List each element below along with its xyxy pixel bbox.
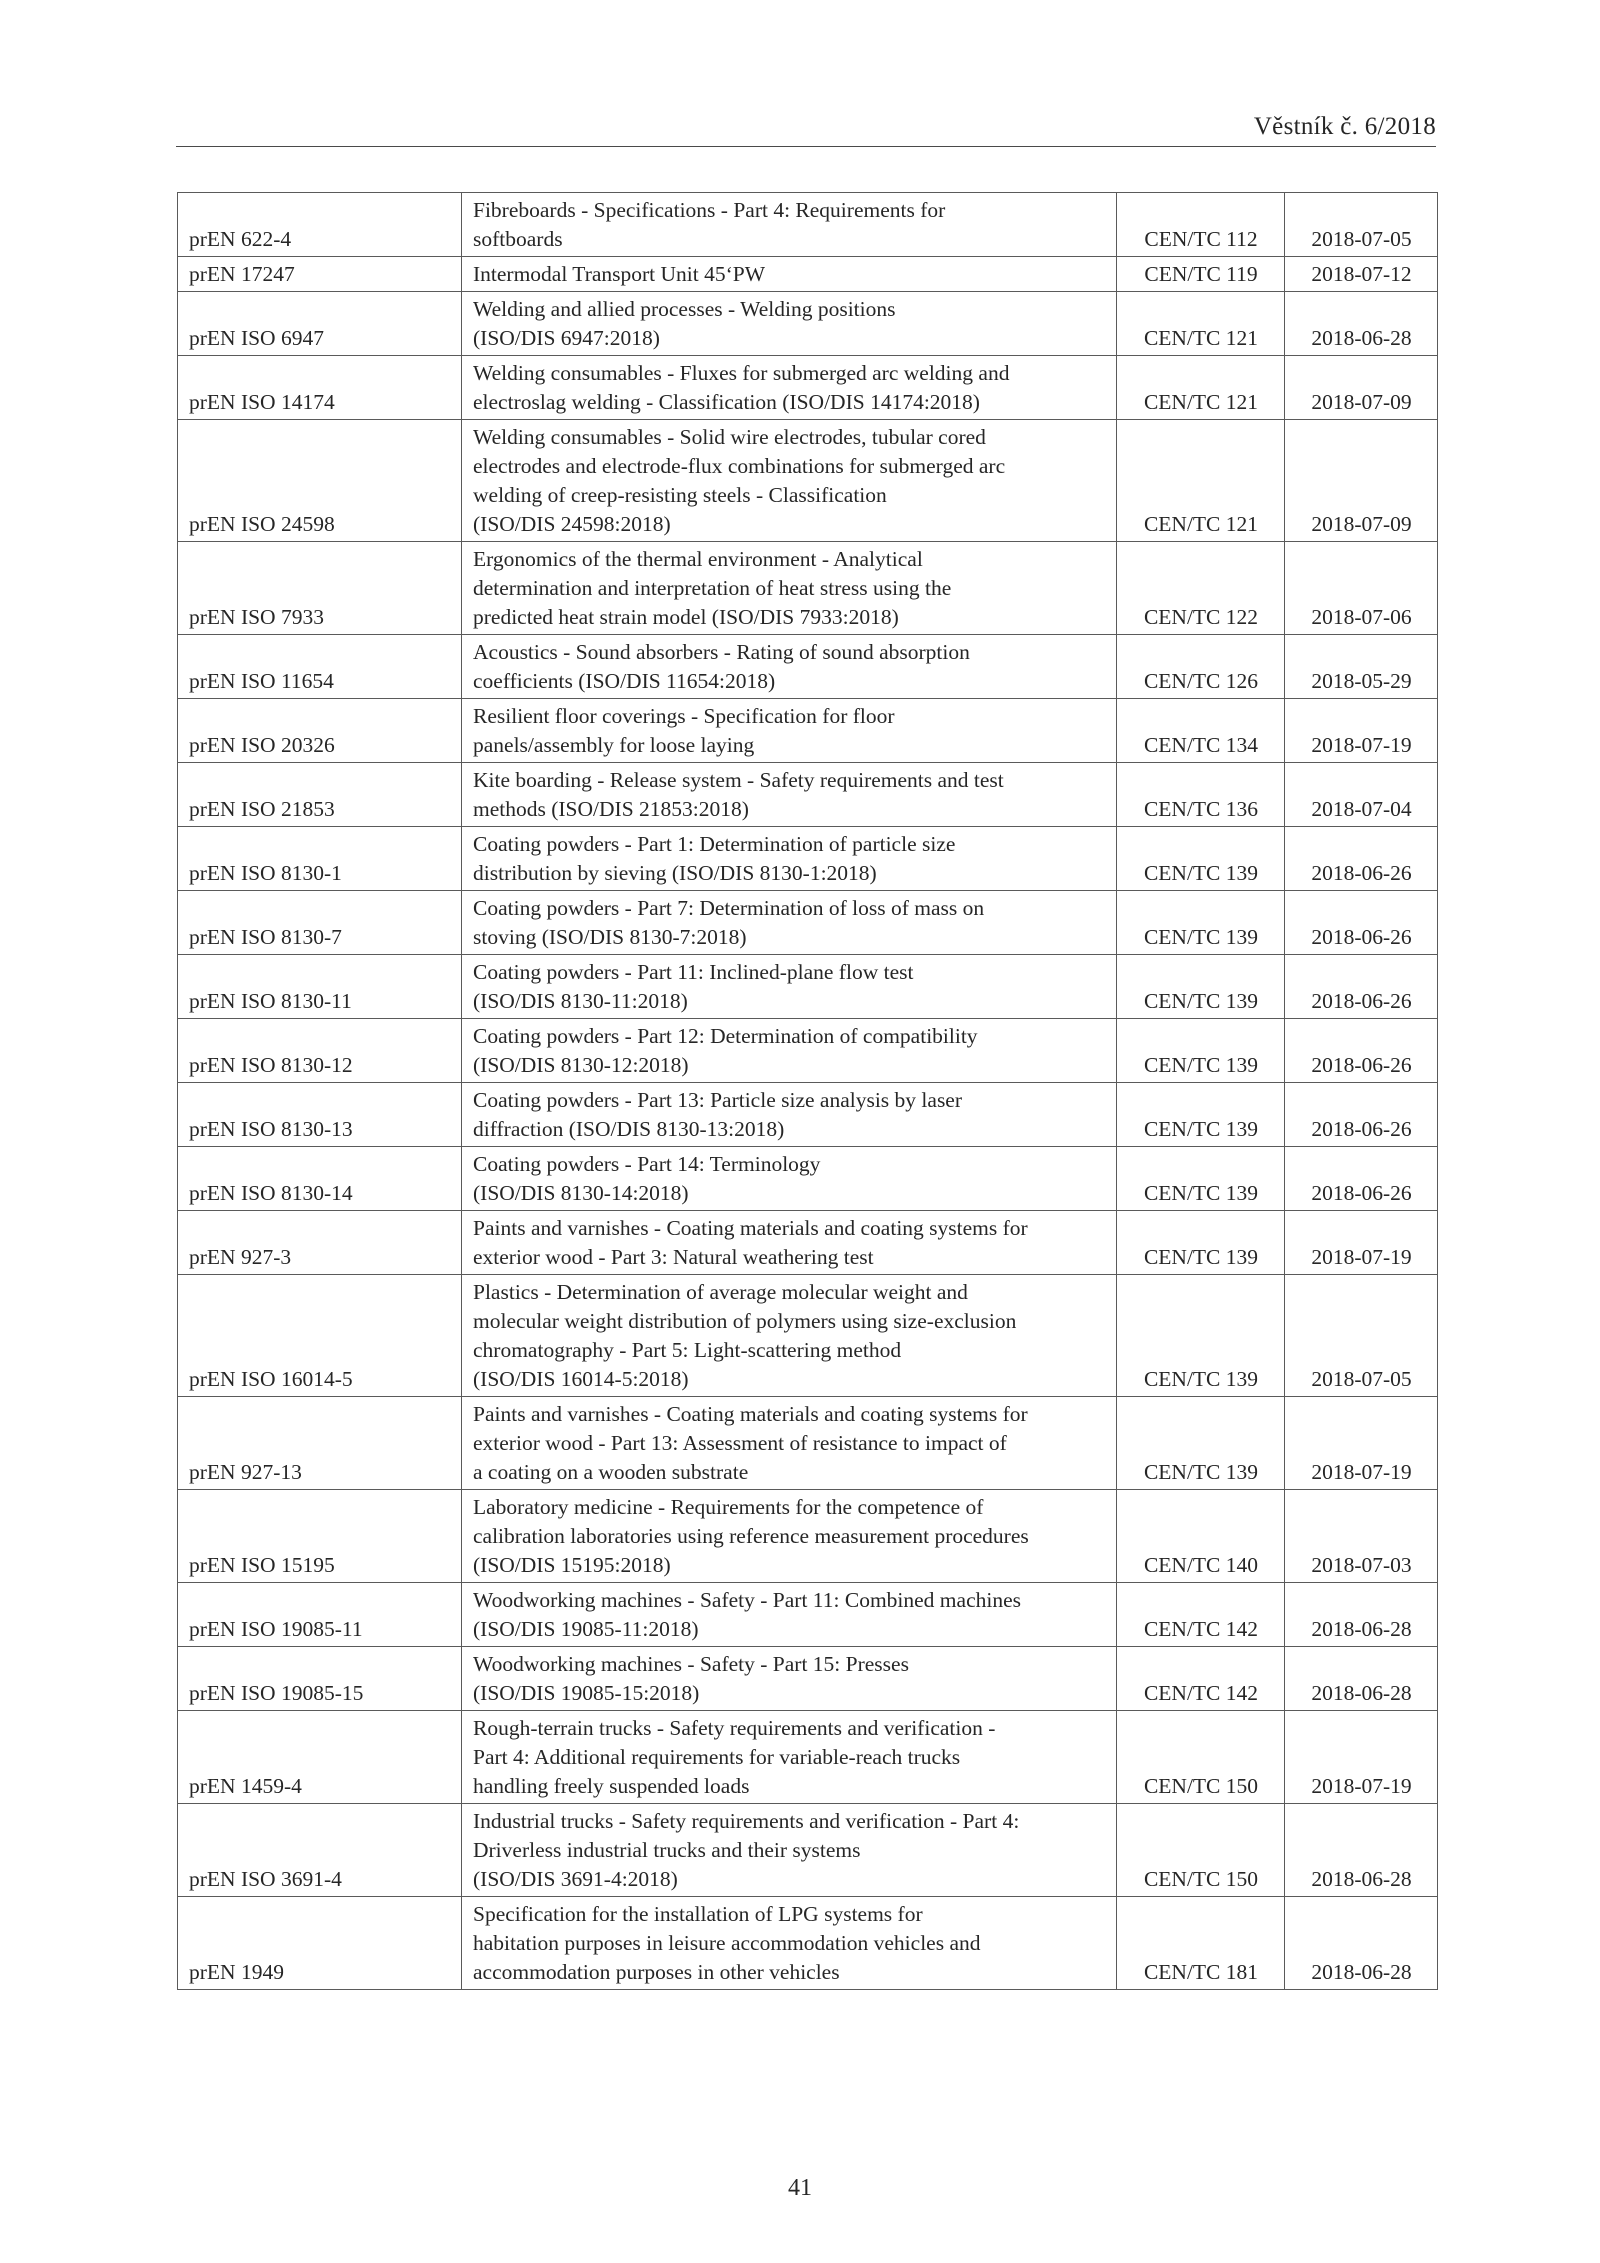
table-row [178,891,1438,955]
page-number: 41 [788,2175,812,2201]
standard-title-cell [462,1211,1117,1275]
standard-title-line: (ISO/DIS 19085-11:2018) [473,1617,699,1641]
table-row [178,635,1438,699]
standard-title-cell [462,635,1117,699]
deadline-date-cell: 2018-06-28 [1285,1897,1438,1990]
table-row [178,763,1438,827]
standard-title-line: handling freely suspended loads [473,1774,750,1798]
technical-committee-cell: CEN/TC 121 [1117,420,1285,542]
standard-title-cell [462,763,1117,827]
technical-committee-cell: CEN/TC 122 [1117,542,1285,635]
standard-title-line: Paints and varnishes - Coating materials and coating systems for [473,1402,1028,1426]
standard-title-line: (ISO/DIS 16014-5:2018) [473,1367,689,1391]
standard-title-line: methods (ISO/DIS 21853:2018) [473,797,749,821]
standard-code-cell: prEN ISO 24598 [178,420,462,542]
deadline-date-cell: 2018-07-05 [1285,1275,1438,1397]
deadline-date-cell: 2018-06-28 [1285,1647,1438,1711]
standard-title-cell [462,1583,1117,1647]
standard-title-cell [462,699,1117,763]
technical-committee-cell: CEN/TC 139 [1117,1083,1285,1147]
standard-code-cell: prEN 927-3 [178,1211,462,1275]
standards-table-body [178,193,1438,1990]
standard-title-line: Ergonomics of the thermal environment - Analytical [473,547,923,571]
standard-title-line: predicted heat strain model (ISO/DIS 7933:2018) [473,605,899,629]
deadline-date-cell: 2018-05-29 [1285,635,1438,699]
standard-title-line: Coating powders - Part 14: Terminology [473,1152,821,1176]
deadline-date-cell: 2018-07-03 [1285,1490,1438,1583]
standard-title-line: panels/assembly for loose laying [473,733,755,757]
standard-code-cell: prEN ISO 11654 [178,635,462,699]
standard-code-cell: prEN 927-13 [178,1397,462,1490]
deadline-date-cell: 2018-07-05 [1285,193,1438,257]
deadline-date-cell: 2018-06-26 [1285,1083,1438,1147]
standard-code-cell: prEN ISO 19085-11 [178,1583,462,1647]
standard-title-line: (ISO/DIS 15195:2018) [473,1553,671,1577]
standard-title-cell [462,1897,1117,1990]
technical-committee-cell: CEN/TC 139 [1117,1275,1285,1397]
standard-title-line: Part 4: Additional requirements for variable-reach trucks [473,1745,961,1769]
standard-title-line: Kite boarding - Release system - Safety requirements and test [473,768,1004,792]
technical-committee-cell: CEN/TC 121 [1117,292,1285,356]
deadline-date-cell: 2018-07-06 [1285,542,1438,635]
deadline-date-cell: 2018-07-09 [1285,356,1438,420]
technical-committee-cell: CEN/TC 112 [1117,193,1285,257]
deadline-date-cell: 2018-06-26 [1285,827,1438,891]
standard-title-line: Coating powders - Part 7: Determination of loss of mass on [473,896,985,920]
standard-title-line: habitation purposes in leisure accommodation vehicles and [473,1931,981,1955]
deadline-date-cell: 2018-06-28 [1285,292,1438,356]
technical-committee-cell: CEN/TC 140 [1117,1490,1285,1583]
standard-title-line: (ISO/DIS 8130-11:2018) [473,989,688,1013]
standard-title-line: Coating powders - Part 11: Inclined-plane flow test [473,960,914,984]
standard-code-cell: prEN 622-4 [178,193,462,257]
standard-title-cell [462,1019,1117,1083]
standard-title-cell [462,1647,1117,1711]
standard-title-line: coefficients (ISO/DIS 11654:2018) [473,669,776,693]
bulletin-title: Věstník č. 6/2018 [1253,113,1436,140]
table-row [178,257,1438,292]
deadline-date-cell: 2018-06-26 [1285,1019,1438,1083]
technical-committee-cell: CEN/TC 134 [1117,699,1285,763]
standard-title-line: accommodation purposes in other vehicles [473,1960,840,1984]
standard-code-cell: prEN ISO 8130-7 [178,891,462,955]
standard-title-line: (ISO/DIS 3691-4:2018) [473,1867,678,1891]
technical-committee-cell: CEN/TC 139 [1117,827,1285,891]
standard-title-line: (ISO/DIS 8130-12:2018) [473,1053,689,1077]
standard-title-cell [462,955,1117,1019]
standard-title-line: stoving (ISO/DIS 8130-7:2018) [473,925,747,949]
standard-title-line: Driverless industrial trucks and their systems [473,1838,861,1862]
standard-title-line: Rough-terrain trucks - Safety requirements and verification - [473,1716,996,1740]
deadline-date-cell: 2018-07-19 [1285,1211,1438,1275]
table-row [178,1490,1438,1583]
standard-title-cell [462,1275,1117,1397]
technical-committee-cell: CEN/TC 136 [1117,763,1285,827]
table-row [178,1211,1438,1275]
standard-title-line: Intermodal Transport Unit 45‘PW [473,262,766,286]
table-row [178,420,1438,542]
standard-title-cell [462,420,1117,542]
technical-committee-cell: CEN/TC 181 [1117,1897,1285,1990]
standard-title-line: exterior wood - Part 3: Natural weathering test [473,1245,874,1269]
standard-code-cell: prEN 17247 [178,257,462,292]
standards-table [177,192,1438,1990]
standard-title-line: (ISO/DIS 24598:2018) [473,512,671,536]
deadline-date-cell: 2018-06-28 [1285,1583,1438,1647]
standard-code-cell: prEN ISO 7933 [178,542,462,635]
standard-title-line: Acoustics - Sound absorbers - Rating of sound absorption [473,640,970,664]
standard-title-cell [462,1397,1117,1490]
standard-title-line: Woodworking machines - Safety - Part 11: Combined machines [473,1588,1021,1612]
table-row [178,292,1438,356]
technical-committee-cell: CEN/TC 139 [1117,1397,1285,1490]
technical-committee-cell: CEN/TC 139 [1117,1019,1285,1083]
deadline-date-cell: 2018-06-28 [1285,1804,1438,1897]
standard-title-cell [462,1490,1117,1583]
table-row [178,827,1438,891]
deadline-date-cell: 2018-07-09 [1285,420,1438,542]
standard-code-cell: prEN ISO 6947 [178,292,462,356]
technical-committee-cell: CEN/TC 139 [1117,1211,1285,1275]
standard-title-line: Specification for the installation of LPG systems for [473,1902,923,1926]
table-row [178,1275,1438,1397]
technical-committee-cell: CEN/TC 121 [1117,356,1285,420]
standard-title-line: (ISO/DIS 6947:2018) [473,326,660,350]
technical-committee-cell: CEN/TC 139 [1117,1147,1285,1211]
standard-code-cell: prEN ISO 14174 [178,356,462,420]
standard-title-line: Woodworking machines - Safety - Part 15: Presses [473,1652,909,1676]
standard-code-cell: prEN ISO 8130-1 [178,827,462,891]
standard-title-line: Laboratory medicine - Requirements for the competence of [473,1495,984,1519]
standard-title-line: (ISO/DIS 8130-14:2018) [473,1181,689,1205]
standard-code-cell: prEN ISO 8130-12 [178,1019,462,1083]
standard-title-line: calibration laboratories using reference measurement procedures [473,1524,1029,1548]
standard-title-line: electrodes and electrode-flux combinations for submerged arc [473,454,1006,478]
table-row [178,193,1438,257]
table-row [178,542,1438,635]
standard-code-cell: prEN ISO 3691-4 [178,1804,462,1897]
page-header [176,106,1436,147]
standard-title-cell [462,891,1117,955]
standard-code-cell: prEN ISO 20326 [178,699,462,763]
standard-title-line: chromatography - Part 5: Light-scattering method [473,1338,902,1362]
deadline-date-cell: 2018-06-26 [1285,955,1438,1019]
standard-code-cell: prEN 1949 [178,1897,462,1990]
standard-code-cell: prEN ISO 8130-11 [178,955,462,1019]
standard-code-cell: prEN ISO 8130-14 [178,1147,462,1211]
standard-title-line: welding of creep-resisting steels - Classification [473,483,887,507]
standard-title-line: distribution by sieving (ISO/DIS 8130-1:2018) [473,861,877,885]
standard-title-line: softboards [473,227,563,251]
standard-code-cell: prEN ISO 21853 [178,763,462,827]
deadline-date-cell: 2018-07-19 [1285,1397,1438,1490]
standard-code-cell: prEN ISO 16014-5 [178,1275,462,1397]
standard-title-line: electroslag welding - Classification (ISO/DIS 14174:2018) [473,390,980,414]
standard-title-line: Resilient floor coverings - Specification for floor [473,704,895,728]
table-row [178,1647,1438,1711]
table-row [178,1397,1438,1490]
deadline-date-cell: 2018-07-04 [1285,763,1438,827]
table-row [178,699,1438,763]
table-row [178,356,1438,420]
standard-title-line: Industrial trucks - Safety requirements and verification - Part 4: [473,1809,1020,1833]
standard-title-cell [462,193,1117,257]
table-row [178,1711,1438,1804]
standard-title-line: Welding and allied processes - Welding positions [473,297,896,321]
technical-committee-cell: CEN/TC 142 [1117,1647,1285,1711]
standard-title-cell [462,292,1117,356]
standard-title-cell [462,1804,1117,1897]
deadline-date-cell: 2018-07-12 [1285,257,1438,292]
deadline-date-cell: 2018-06-26 [1285,891,1438,955]
standard-title-line: molecular weight distribution of polymers using size-exclusion [473,1309,1017,1333]
deadline-date-cell: 2018-06-26 [1285,1147,1438,1211]
table-row [178,1804,1438,1897]
standard-title-cell [462,1147,1117,1211]
technical-committee-cell: CEN/TC 126 [1117,635,1285,699]
deadline-date-cell: 2018-07-19 [1285,1711,1438,1804]
standard-title-line: Plastics - Determination of average molecular weight and [473,1280,968,1304]
table-row [178,1583,1438,1647]
standard-title-cell [462,1711,1117,1804]
standard-title-cell [462,356,1117,420]
deadline-date-cell: 2018-07-19 [1285,699,1438,763]
standard-title-line: Welding consumables - Fluxes for submerged arc welding and [473,361,1010,385]
standard-title-line: Welding consumables - Solid wire electrodes, tubular cored [473,425,986,449]
table-row [178,1897,1438,1990]
standard-title-line: Coating powders - Part 13: Particle size analysis by laser [473,1088,963,1112]
technical-committee-cell: CEN/TC 150 [1117,1711,1285,1804]
technical-committee-cell: CEN/TC 139 [1117,891,1285,955]
standard-code-cell: prEN ISO 19085-15 [178,1647,462,1711]
standard-code-cell: prEN 1459-4 [178,1711,462,1804]
standard-title-cell [462,1083,1117,1147]
standard-code-cell: prEN ISO 8130-13 [178,1083,462,1147]
table-row [178,1147,1438,1211]
technical-committee-cell: CEN/TC 142 [1117,1583,1285,1647]
standard-title-line: (ISO/DIS 19085-15:2018) [473,1681,700,1705]
standard-title-cell [462,257,1117,292]
standard-title-line: determination and interpretation of heat stress using the [473,576,952,600]
table-row [178,955,1438,1019]
standard-title-line: diffraction (ISO/DIS 8130-13:2018) [473,1117,785,1141]
standard-title-line: Coating powders - Part 12: Determination of compatibility [473,1024,978,1048]
standard-title-line: a coating on a wooden substrate [473,1460,749,1484]
standard-title-cell [462,827,1117,891]
standard-code-cell: prEN ISO 15195 [178,1490,462,1583]
table-row [178,1083,1438,1147]
standard-title-line: Coating powders - Part 1: Determination of particle size [473,832,956,856]
technical-committee-cell: CEN/TC 119 [1117,257,1285,292]
standard-title-cell [462,542,1117,635]
table-row [178,1019,1438,1083]
standard-title-line: Fibreboards - Specifications - Part 4: Requirements for [473,198,946,222]
technical-committee-cell: CEN/TC 139 [1117,955,1285,1019]
standard-title-line: Paints and varnishes - Coating materials and coating systems for [473,1216,1028,1240]
technical-committee-cell: CEN/TC 150 [1117,1804,1285,1897]
standard-title-line: exterior wood - Part 13: Assessment of resistance to impact of [473,1431,1007,1455]
